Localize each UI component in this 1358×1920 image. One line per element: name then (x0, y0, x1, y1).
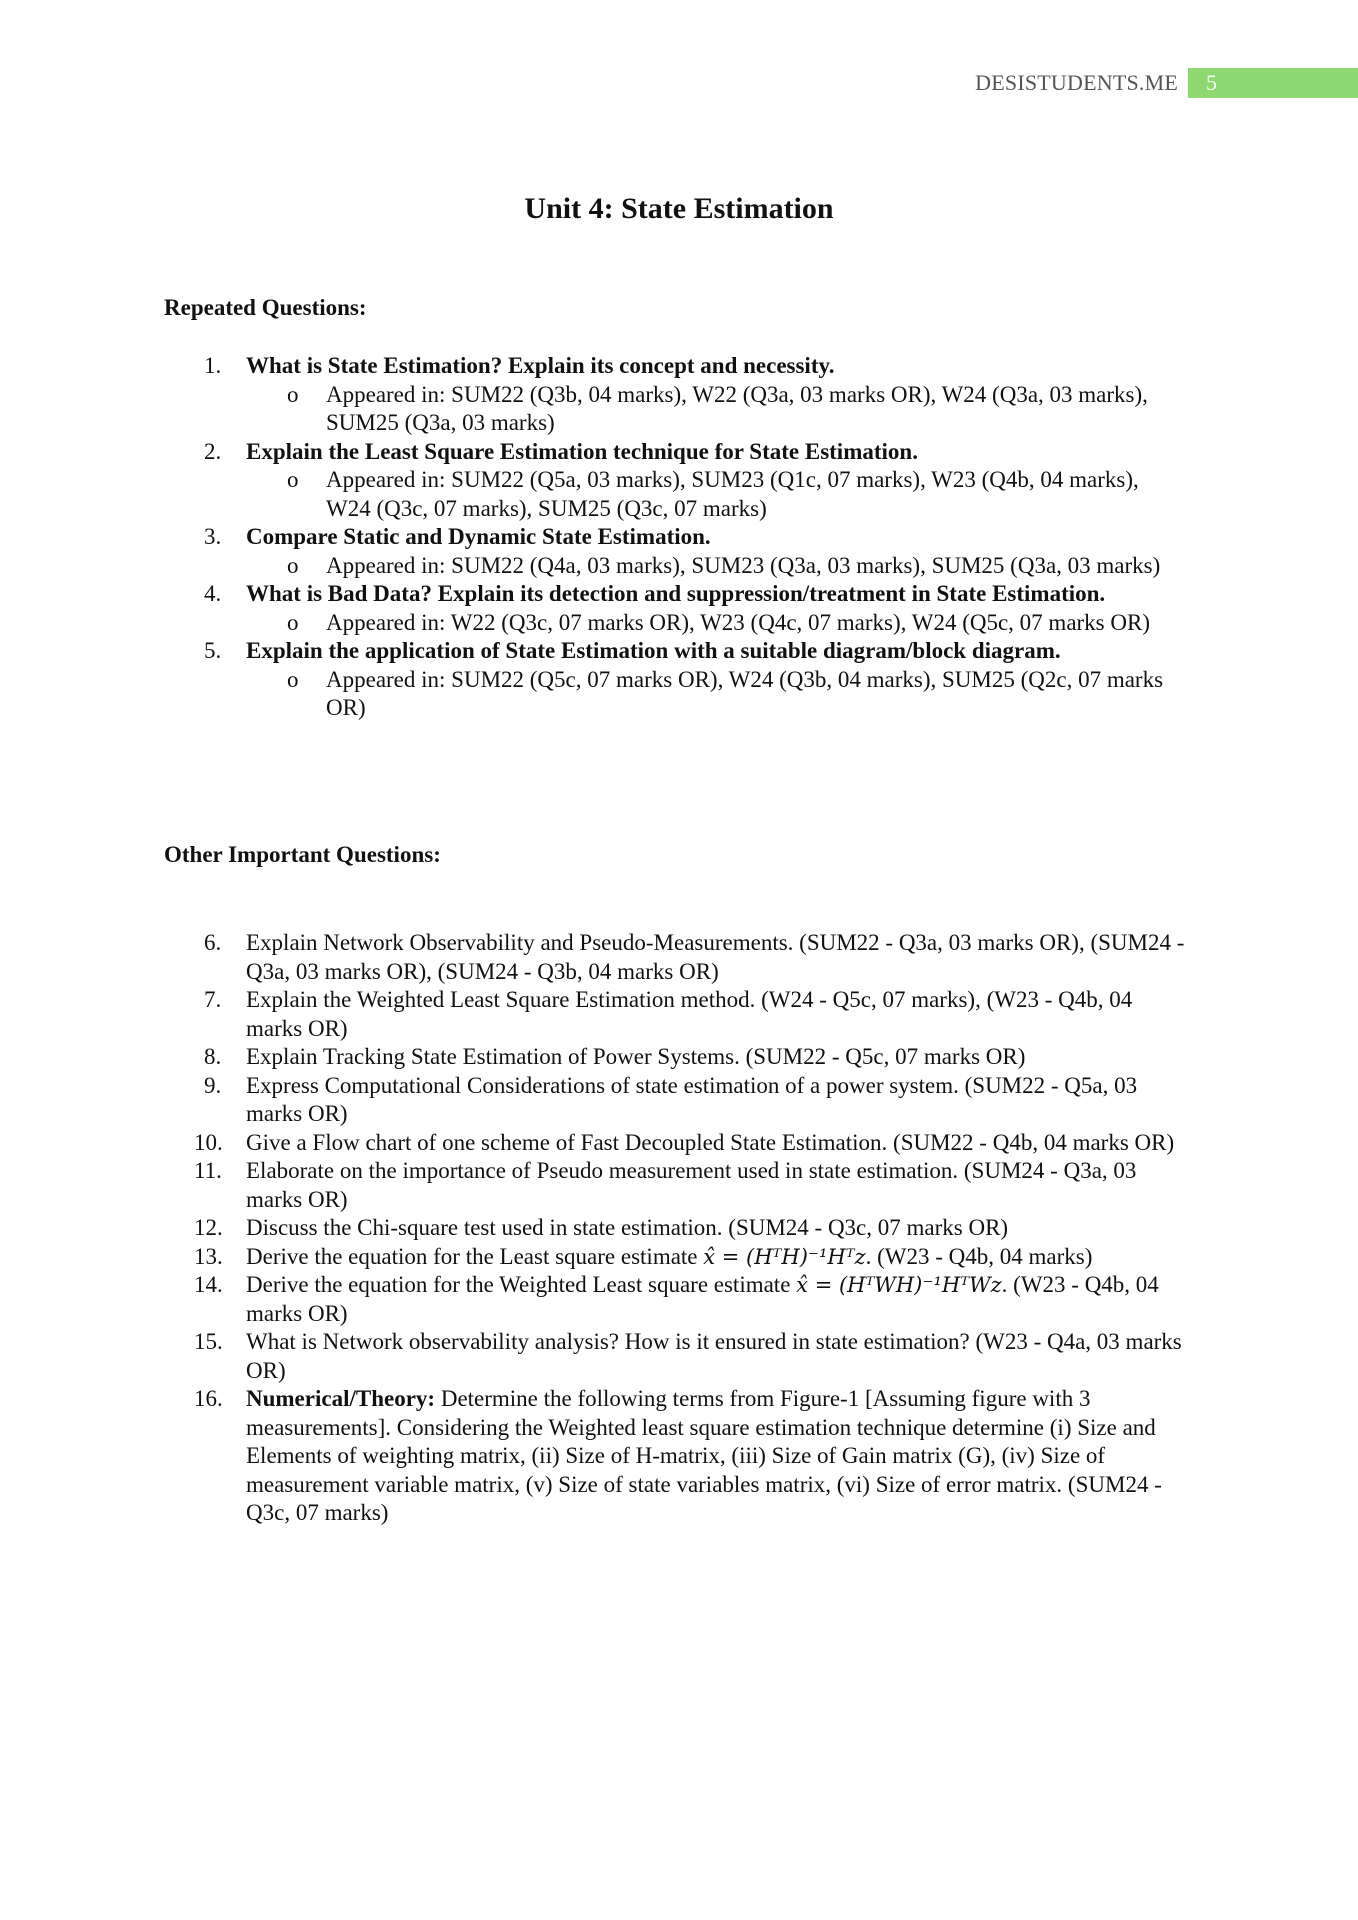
weighted-least-square-formula: x̂ = (HᵀWH)⁻¹HᵀWz (796, 1273, 1002, 1297)
site-name: DESISTUDENTS.ME (975, 70, 1178, 95)
question-number: 4. (204, 581, 222, 606)
appeared-in-text: Appeared in: SUM22 (Q4a, 03 marks), SUM23 (Q3a, 03 marks), SUM25 (Q3a, 03 marks) (326, 552, 1161, 578)
page-title: Unit 4: State Estimation (524, 192, 834, 225)
question-number: 11. (194, 1158, 222, 1183)
other-questions-list (0, 929, 1358, 1528)
question-number: 1. (204, 353, 222, 378)
appeared-in-text: Appeared in: SUM22 (Q3b, 04 marks), W22 (Q3a, 03 marks OR), W24 (Q3a, 03 marks), SUM25 (Q3a, 03 marks) (326, 381, 1148, 435)
repeated-question-item (0, 438, 1358, 467)
question-text: Explain Network Observability and Pseudo-Measurements. (SUM22 - Q3a, 03 marks OR), (SUM24 - Q3a, 03 marks OR), (SUM24 - Q3b, 04 marks OR) (246, 930, 1185, 984)
other-question-item (0, 1328, 1358, 1385)
repeated-question-item (0, 637, 1358, 666)
appeared-in-item (0, 609, 1358, 638)
page-number: 5 (1206, 70, 1217, 95)
appeared-in-text: Appeared in: W22 (Q3c, 07 marks OR), W23 (Q4c, 07 marks), W24 (Q5c, 07 marks OR) (326, 609, 1150, 635)
question-number: 7. (204, 987, 222, 1012)
repeated-question-item (0, 580, 1358, 609)
question-text-after: . (W23 - Q4b, 04 marks OR) (246, 1272, 1159, 1326)
other-question-item (0, 1243, 1358, 1272)
other-questions-heading: Other Important Questions: (164, 842, 441, 867)
other-question-item (0, 986, 1358, 1043)
question-number: 15. (194, 1329, 223, 1354)
other-question-item (0, 1072, 1358, 1129)
appeared-in-item (0, 552, 1358, 581)
question-number: 6. (204, 930, 222, 955)
appeared-in-item (0, 381, 1358, 438)
appeared-in-text: Appeared in: SUM22 (Q5c, 07 marks OR), W24 (Q3b, 04 marks), SUM25 (Q2c, 07 marks OR) (326, 666, 1164, 720)
hollow-bullet-icon: o (287, 467, 299, 492)
question-text: Explain the application of State Estimation with a suitable diagram/block diagram. (246, 638, 1061, 663)
question-text: What is Network observability analysis? How is it ensured in state estimation? (W23 - Q4a, 03 marks OR) (246, 1329, 1182, 1383)
other-question-item (0, 1214, 1358, 1243)
repeated-questions-list (0, 352, 1358, 723)
question-label: Numerical/Theory: (246, 1386, 436, 1411)
page-header (0, 68, 1358, 98)
other-question-item (0, 1385, 1358, 1528)
hollow-bullet-icon: o (287, 666, 299, 692)
question-number: 12. (194, 1215, 223, 1240)
other-question-item (0, 1129, 1358, 1158)
question-text: What is State Estimation? Explain its concept and necessity. (246, 353, 835, 378)
question-text: Discuss the Chi-square test used in state estimation. (SUM24 - Q3c, 07 marks OR) (246, 1215, 1009, 1240)
question-number: 2. (204, 438, 222, 464)
question-text: Elaborate on the importance of Pseudo measurement used in state estimation. (SUM24 - Q3a, 03 marks OR) (246, 1158, 1137, 1212)
question-text: What is Bad Data? Explain its detection and suppression/treatment in State Estimation. (246, 581, 1106, 606)
question-number: 14. (194, 1272, 223, 1297)
question-text: Express Computational Considerations of state estimation of a power system. (SUM22 - Q5a, 03 marks OR) (246, 1072, 1138, 1126)
question-text: Explain the Weighted Least Square Estimation method. (W24 - Q5c, 07 marks), (W23 - Q4b, 04 marks OR) (246, 987, 1133, 1041)
repeated-question-item (0, 523, 1358, 552)
hollow-bullet-icon: o (287, 609, 299, 635)
question-text: Compare Static and Dynamic State Estimation. (246, 524, 711, 549)
appeared-in-item (0, 466, 1358, 523)
repeated-question-item (0, 352, 1358, 381)
repeated-questions-heading: Repeated Questions: (164, 295, 367, 320)
question-number: 8. (204, 1044, 222, 1069)
question-text: Determine the following terms from Figure-1 [Assuming figure with 3 measurements]. Considering the Weighted least square estimation technique determine (i) Size and Elements of weighting matrix, (ii) Size of H-matrix, (iii) Size of Gain matrix (G), (iv) Size of measurement variable matrix, (v) Size of state variables matrix, (vi) Size of error matrix. (SUM24 - Q3c, 07 marks) (246, 1386, 1162, 1525)
hollow-bullet-icon: o (287, 552, 299, 578)
other-question-item (0, 929, 1358, 986)
question-number: 3. (204, 524, 222, 549)
question-number: 5. (204, 638, 222, 663)
question-number: 16. (194, 1386, 223, 1411)
other-question-item (0, 1043, 1358, 1072)
question-number: 13. (194, 1243, 223, 1269)
question-text: Explain the Least Square Estimation technique for State Estimation. (246, 438, 918, 464)
question-text-before: Derive the equation for the Weighted Least square estimate (246, 1272, 797, 1297)
question-text-after: . (W23 - Q4b, 04 marks) (865, 1243, 1093, 1269)
question-text: Give a Flow chart of one scheme of Fast Decoupled State Estimation. (SUM22 - Q4b, 04 marks OR) (246, 1129, 1175, 1155)
question-text-before: Derive the equation for the Least square estimate (246, 1243, 704, 1269)
page-number-badge (1188, 68, 1358, 98)
other-question-item (0, 1271, 1358, 1328)
appeared-in-item (0, 666, 1358, 723)
appeared-in-text: Appeared in: SUM22 (Q5a, 03 marks), SUM23 (Q1c, 07 marks), W23 (Q4b, 04 marks), W24 (Q3c, 07 marks), SUM25 (Q3c, 07 marks) (326, 467, 1139, 521)
hollow-bullet-icon: o (287, 381, 299, 407)
other-question-item (0, 1157, 1358, 1214)
question-number: 9. (204, 1072, 222, 1098)
question-text: Explain Tracking State Estimation of Power Systems. (SUM22 - Q5c, 07 marks OR) (246, 1044, 1026, 1069)
least-square-formula: x̂ = (HᵀH)⁻¹Hᵀz (703, 1244, 866, 1269)
question-number: 10. (194, 1129, 223, 1155)
